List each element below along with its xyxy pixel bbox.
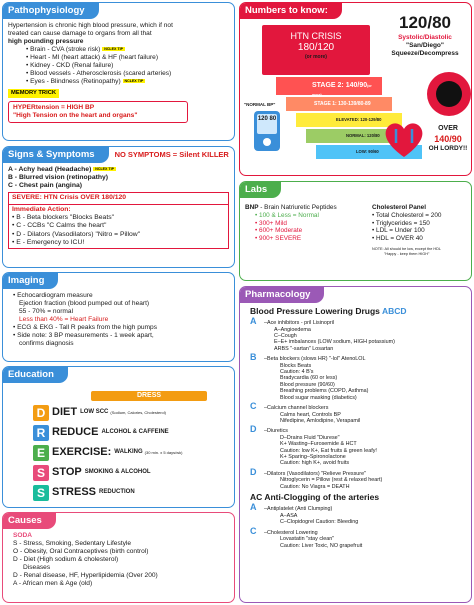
cholesterol-item: • LDL = Under 100 (372, 227, 425, 235)
drug-detail-row: Blood sugar masking (diabetics) (280, 394, 357, 401)
drug-detail-row: Caution: Liver Toxic, NO grapefruit (280, 542, 363, 549)
drug-detail-row: Bradycardia (60 or less) (280, 375, 338, 382)
heart-icon (380, 117, 428, 161)
cholesterol-item: • Triglycerides = 150 (372, 219, 430, 227)
symptom-item: A - Achy head (Headache) (8, 165, 92, 173)
drug-class-letter: C (250, 400, 257, 411)
bnp-item: • 600+ Moderate (255, 227, 303, 235)
htn-crisis-box (262, 25, 370, 75)
organ-item: • Blood vessels - Atherosclerosis (scared arteries) (26, 69, 172, 77)
drug-detail-row: Blood pressure (90/60) (280, 381, 335, 388)
organ-item: • Kidney - CKD (Renal failure) (26, 61, 114, 69)
dress-main: DIET (52, 406, 78, 419)
signs-symptoms-card (2, 146, 235, 268)
htn-crisis-value: 180/120 (297, 41, 335, 53)
drug-detail-row: Calms heart, Controls BP (280, 411, 341, 418)
symptom-item: C - Chest pain (angina) (8, 182, 83, 190)
causes-card (2, 512, 235, 603)
memory-trick-badge: MEMORY TRICK (8, 89, 59, 98)
over-label: OVER (438, 125, 458, 132)
bnp-item: • 100 & Less = Normal (255, 211, 319, 219)
dress-letter-s2: S (33, 485, 49, 501)
labs-title: Labs (240, 182, 281, 198)
drug-class-row (250, 526, 465, 537)
imaging-card (2, 272, 235, 362)
dress-main: STRESS (52, 486, 97, 499)
drug-class-row (250, 502, 465, 513)
drug-class-text: –Dilators (Vasodilators) "Relieve Pressure" (264, 470, 366, 477)
dress-main: EXERCISE: (52, 446, 112, 459)
drug-class-letter: C (250, 525, 257, 536)
bnp-item: • 900+ SEVERE (255, 235, 302, 243)
ac-heading: AC Anti-Clogging of the arteries (250, 492, 380, 503)
symptom-item: B - Blurred vision (retinopathy) (8, 173, 109, 181)
patho-line: treated can cause damage to organs from all that (8, 29, 152, 37)
pharm-drug-list (250, 316, 465, 490)
imaging-line: Ejection fraction (blood pumped out of heart) (19, 299, 150, 307)
dress-letter-e: E (33, 445, 49, 461)
soda-label: SODA (13, 531, 33, 539)
dress-detail: LOW SCC (80, 409, 109, 416)
drug-class-row (250, 352, 465, 363)
drug-detail-row: Nitroglycerin = Pillow (rest & relaxed heart) (280, 477, 383, 484)
cause-line: A - African men & Age (old) (13, 579, 93, 587)
imaging-line: Less than 40% = Heart Failure (19, 315, 109, 323)
drug-class-letter: A (250, 502, 257, 513)
drug-class-text: –Cholesterol Lowering (264, 529, 318, 536)
action-item: • C - CCBs "C Calms the heart" (12, 222, 107, 230)
drug-detail-row: A–Angioedema (274, 326, 311, 333)
pathophysiology-title: Pathophysiology (3, 3, 99, 19)
signs-symptoms-title: Signs & Symptoms (3, 147, 109, 163)
ac-drug-list (250, 502, 465, 549)
patho-line: Hypertension is chronic high blood pressure, which if not (8, 21, 173, 29)
stage1-label: STAGE 1: 130-139/80-89 (314, 101, 371, 107)
organ-item: • Heart - MI (heart attack) & HF (heart failure) (26, 53, 159, 61)
education-title: Education (3, 367, 68, 383)
drug-class-letter: A (250, 315, 257, 326)
low-label: LOW: 90/60 (356, 149, 379, 154)
bp-monitor-icon (254, 111, 280, 151)
drug-detail-row: ARBS "-sartan" Losartan (274, 345, 334, 352)
dress-main: REDUCE (52, 426, 99, 439)
dress-detail: SMOKING & ALCOHOL (84, 469, 151, 476)
dress-letter-d: D (33, 405, 49, 421)
drug-class-text: –Ace inhibitors - pril Lisinopril (264, 319, 335, 326)
memory-trick-line: "High Tension on the heart and organs" (13, 112, 138, 120)
drug-detail-row: Blocks Beats (280, 362, 312, 369)
drug-class-text: –Antiplatelet (Anti Clumping) (264, 506, 333, 513)
bp-monitor-button (263, 138, 271, 146)
cholesterol-item: • Total Cholesterol = 200 (372, 211, 442, 219)
cause-line: S - Stress, Smoking, Sedentary Lifestyle (13, 539, 132, 547)
action-item: • B - Beta blockers "Blocks Beats" (12, 213, 115, 221)
bnp-subtitle: - Brain Natriuretic Peptides (260, 204, 337, 211)
nclex-tip-badge: NCLEX TIP (95, 166, 115, 171)
drug-detail-row: D–Drains Fluid "Diurese" (280, 434, 340, 441)
drug-detail-row: Breathing problems (COPD, Asthma) (280, 388, 369, 395)
squeeze-pump-icon (424, 69, 472, 119)
dress-detail: REDUCTION (99, 489, 135, 496)
dress-letter-r: R (33, 425, 49, 441)
dress-small: (30 min. x 5 days/wk) (144, 449, 183, 455)
immediate-action-title: Immediate Action: (12, 205, 71, 213)
pathophysiology-card (2, 2, 235, 141)
cause-line: Diseases (23, 563, 51, 571)
drug-detail-row: Caution: 4 B's (280, 369, 314, 376)
normal-label: NORMAL: 120/80 (346, 133, 380, 138)
action-item: • E - Emergency to ICU! (12, 238, 85, 246)
bnp-title: BNP (245, 204, 259, 211)
drug-detail-row: Caution: high K+, avoid fruits (280, 460, 350, 467)
htn-crisis-label: HTN CRISIS (290, 31, 342, 41)
cholesterol-item: • HDL = OVER 40 (372, 235, 423, 243)
dress-detail: ALCOHOL & CAFFEINE (101, 429, 169, 436)
drug-class-letter: D (250, 466, 257, 477)
bp-monitor-screen: 120 80 (257, 114, 277, 134)
labs-note: NOTE: All should be low, except the HDL (372, 247, 442, 252)
drug-class-row (250, 401, 465, 412)
cause-line: D - Renal disease, HF, Hyperlipidemia (Over 200) (13, 571, 158, 579)
drug-class-text: –Diuretics (264, 428, 288, 435)
drug-class-row (250, 467, 465, 478)
bnp-item: • 300+ Mild (255, 219, 287, 227)
drug-detail-row: Caution: No Viagra = DEATH (280, 483, 350, 490)
drug-class-letter: D (250, 424, 257, 435)
dress-letter-s: S (33, 465, 49, 481)
imaging-line: • Side note: 3 BP measurements - 1 week apart, (13, 331, 154, 339)
normal-bp-big: 120/80 (399, 13, 451, 32)
nclex-tip-badge: NCLEX TIP (124, 78, 144, 83)
pharmacology-title: Pharmacology (240, 287, 324, 303)
stage1-box (286, 97, 392, 111)
drug-detail-row: Nifedipine, Amlodipine, Verapamil (280, 417, 361, 424)
imaging-title: Imaging (3, 273, 58, 289)
drug-detail-row: K+ Sparing–Spironolactone (280, 454, 346, 460)
severe-crisis-line: SEVERE: HTN Crisis OVER 180/120 (8, 192, 229, 204)
elevated-label: ELEVATED: 120-129/80 (336, 117, 382, 122)
education-card (2, 366, 235, 508)
dress-main: STOP (52, 466, 82, 479)
drug-class-letter: B (250, 352, 257, 363)
pharm-heading-abcd: ABCD (381, 305, 407, 316)
numbers-card (239, 2, 472, 176)
drug-class-row (250, 424, 465, 435)
squeeze-decompress: Squeeze/Decompress (391, 49, 459, 57)
no-symptoms-text: NO SYMPTOMS = Silent KILLER (114, 150, 229, 160)
pharm-heading: Blood Pressure Lowering Drugs (250, 305, 380, 316)
drug-detail-row: Caution: low K+, Eat fruits & green leafy! (280, 447, 377, 454)
drug-class-text: –Beta blockers (slows HR) "-lol" AtenoLOL (264, 356, 366, 363)
normal-bp-label: "NORMAL BP" (244, 102, 276, 107)
patho-bold-line: high pounding pressure (8, 37, 84, 45)
htn-or-more: (or more) (305, 54, 327, 61)
organ-item: • Eyes - Blindness (Retinopathy) (26, 77, 121, 85)
numbers-title: Numbers to know: (240, 3, 342, 19)
action-item: • D - Dilators (Vasodilators) "Nitro = Pillow" (12, 230, 141, 238)
cause-line: D - Diet (High sodium & cholesterol) (13, 555, 119, 563)
drug-detail-row: E–E+ imbalances (LOW sodium, HIGH potassium) (274, 339, 395, 346)
causes-title: Causes (3, 513, 56, 529)
drug-detail-row: C–Clopidogrel Caution: Bleeding (280, 519, 359, 526)
memory-trick-line: HYPERtension = HIGH BP (13, 104, 95, 112)
stage2-label: STAGE 2: 140/90 (312, 82, 368, 89)
imaging-line: 55 - 70% = normal (19, 307, 74, 315)
drug-class-text: –Calcium channel blockers (264, 404, 329, 411)
drug-class-row (250, 316, 465, 327)
stage2-box (276, 77, 382, 95)
systolic-diastolic: Systolic/Diastolic (398, 33, 452, 41)
drug-detail-row: A–ASA (280, 513, 298, 520)
drug-detail-row: C–Cough (274, 332, 297, 339)
imaging-line: • Echocardiogram measure (13, 291, 93, 299)
dress-detail: WALKING (114, 449, 143, 456)
labs-note: "Happy - keep them HIGH" (384, 251, 430, 256)
imaging-line: • ECG & EKG - Tall R peaks from the high pumps (13, 323, 158, 331)
organ-item: • Brain - CVA (stroke risk) (26, 45, 101, 53)
drug-detail-row: K+ Wasting–Furosemide & HCT (280, 441, 357, 448)
drug-detail-row: Lovastatin "stay clean" (280, 536, 335, 543)
stage2-or-more: (or more) (312, 84, 372, 97)
nclex-tip-badge: NCLEX TIP (104, 46, 123, 51)
dress-label: DRESS (91, 391, 207, 401)
over-value: 140/90 (434, 133, 462, 144)
imaging-line: confirms diagnosis (19, 339, 74, 347)
labs-card (239, 181, 472, 281)
oh-lordy: OH LORDY!! (428, 144, 468, 152)
cause-line: O - Obesity, Oral Contraceptives (birth control) (13, 547, 149, 555)
san-diego: "San/Diego" (406, 41, 444, 49)
dress-small: (Sodium, Calories, Cholesterol) (110, 409, 166, 415)
pharmacology-card (239, 286, 472, 603)
cholesterol-title: Cholesterol Panel (372, 204, 426, 211)
